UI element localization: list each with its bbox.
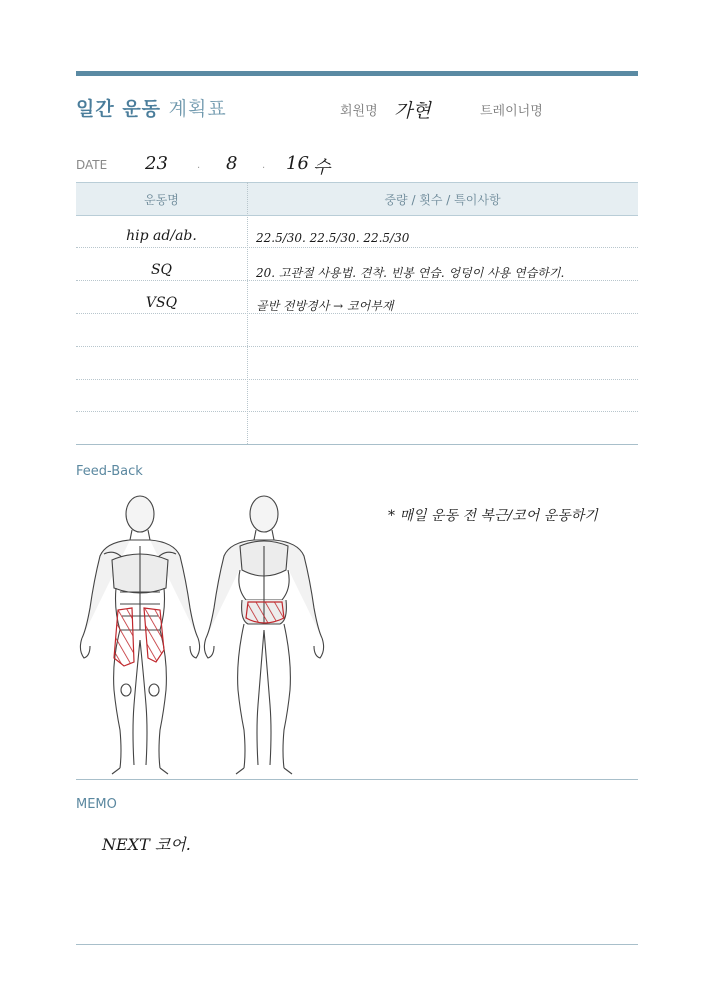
date-month[interactable]: 8 bbox=[226, 153, 238, 174]
body-back-figure bbox=[204, 496, 323, 774]
member-label: 회원명 bbox=[340, 104, 378, 119]
date-label: DATE bbox=[76, 158, 108, 172]
title-light: 계획표 bbox=[168, 98, 227, 120]
feedback-bottom-line bbox=[76, 779, 638, 780]
date-day[interactable]: 16 bbox=[286, 153, 309, 174]
page-title bbox=[76, 94, 227, 121]
row-divider bbox=[76, 411, 638, 412]
row-1-detail[interactable]: 22.5/30. 22.5/30. 22.5/30 bbox=[256, 231, 410, 245]
hatch-back-glutes bbox=[246, 602, 284, 623]
page-bottom-line bbox=[76, 944, 638, 945]
row-3-name[interactable]: VSQ bbox=[145, 295, 178, 311]
row-divider bbox=[76, 346, 638, 347]
date-year[interactable]: 23 bbox=[145, 153, 168, 174]
table-bottom-line bbox=[76, 444, 638, 445]
trainer-label: 트레이너명 bbox=[480, 104, 543, 119]
table-header bbox=[76, 182, 638, 216]
feedback-note[interactable]: * 매일 운동 전 복근/코어 운동하기 bbox=[388, 508, 598, 524]
row-divider bbox=[76, 379, 638, 380]
memo-text[interactable]: NEXT 코어. bbox=[102, 835, 191, 854]
row-1-name[interactable]: hip ad/ab. bbox=[126, 228, 197, 244]
row-3-detail[interactable]: 골반 전방경사 → 코어부재 bbox=[256, 299, 394, 313]
memo-label: MEMO bbox=[76, 797, 117, 812]
feedback-label: Feed-Back bbox=[76, 464, 143, 479]
hatch-front-right-thigh bbox=[144, 608, 164, 662]
row-2-name[interactable]: SQ bbox=[150, 262, 173, 278]
row-divider bbox=[76, 247, 638, 248]
member-value[interactable]: 가현 bbox=[394, 100, 431, 122]
body-front-figure bbox=[80, 496, 199, 774]
row-2-detail[interactable]: 20. 고관절 사용법. 견착. 빈봉 연습. 엉덩이 사용 연습하기. bbox=[256, 266, 565, 280]
col-weight-reps-notes: 중량 / 횟수 / 특이사항 bbox=[384, 193, 501, 207]
top-accent-bar bbox=[76, 71, 638, 76]
title-bold: 일간 운동 bbox=[76, 98, 162, 120]
date-weekday[interactable]: 수 bbox=[313, 157, 331, 178]
date-sep-2: . bbox=[262, 160, 266, 171]
date-sep-1: . bbox=[197, 160, 201, 171]
hatch-front-left-thigh bbox=[114, 608, 134, 666]
body-diagram bbox=[76, 490, 336, 775]
col-exercise-name: 운동명 bbox=[144, 193, 179, 207]
